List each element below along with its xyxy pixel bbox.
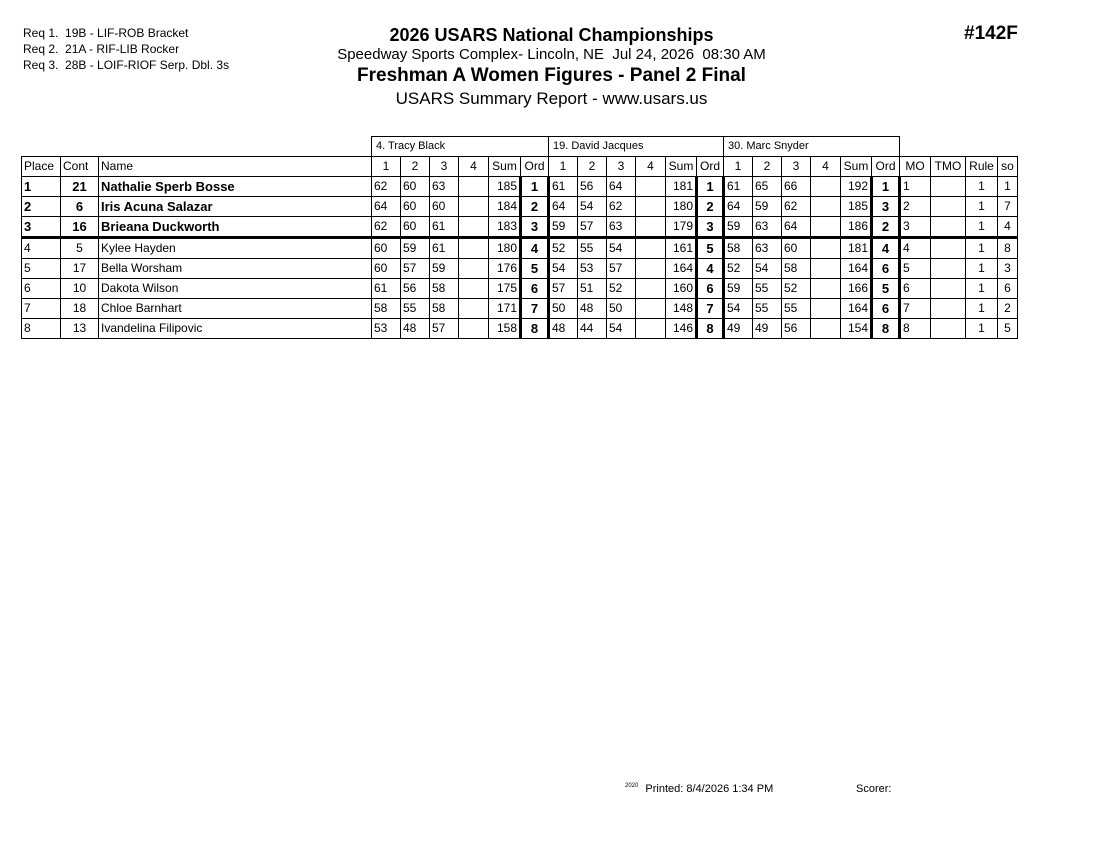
mark-cell: 63 [607, 217, 636, 238]
mark-cell [636, 197, 666, 217]
mark-cell: 59 [549, 217, 578, 238]
sum-cell: 154 [841, 319, 872, 339]
header-mark-2: 2 [401, 157, 430, 177]
mark-cell: 55 [753, 299, 782, 319]
mo-cell: 6 [900, 279, 931, 299]
contestant-number-cell: 21 [61, 177, 99, 197]
mark-cell [459, 177, 489, 197]
tmo-cell [931, 238, 966, 259]
sum-cell: 185 [489, 177, 521, 197]
mo-cell: 3 [900, 217, 931, 238]
header-mo: MO [900, 157, 931, 177]
sum-cell: 158 [489, 319, 521, 339]
mark-cell: 59 [430, 259, 459, 279]
mark-cell: 54 [578, 197, 607, 217]
table-row [22, 299, 1018, 319]
mark-cell: 60 [372, 238, 401, 259]
header-cont: Cont [61, 157, 99, 177]
mo-cell: 4 [900, 238, 931, 259]
mark-cell: 57 [549, 279, 578, 299]
contestant-number-cell: 16 [61, 217, 99, 238]
skater-name-cell: Dakota Wilson [99, 279, 372, 299]
ordinal-cell: 2 [872, 217, 900, 238]
mark-cell: 52 [607, 279, 636, 299]
sum-cell: 171 [489, 299, 521, 319]
mark-cell: 54 [607, 319, 636, 339]
mark-cell [811, 238, 841, 259]
mark-cell: 60 [401, 197, 430, 217]
mark-cell [636, 279, 666, 299]
mark-cell [811, 259, 841, 279]
mark-cell: 61 [549, 177, 578, 197]
sum-cell: 184 [489, 197, 521, 217]
skater-name-cell: Bella Worsham [99, 259, 372, 279]
table-row [22, 319, 1018, 339]
mo-cell: 2 [900, 197, 931, 217]
mark-cell: 59 [724, 279, 753, 299]
table-row [22, 197, 1018, 217]
skater-name-cell: Chloe Barnhart [99, 299, 372, 319]
skater-name-cell: Nathalie Sperb Bosse [99, 177, 372, 197]
sum-cell: 164 [841, 299, 872, 319]
contestant-number-cell: 18 [61, 299, 99, 319]
ordinal-cell: 7 [521, 299, 549, 319]
ordinal-cell: 2 [697, 197, 724, 217]
event-number: #142F [964, 23, 1018, 44]
place-cell: 4 [22, 238, 61, 259]
mark-cell: 59 [724, 217, 753, 238]
requirement-2: Req 2. 21A - RIF-LIB Rocker [23, 42, 180, 56]
mark-cell [811, 279, 841, 299]
header-so: so [998, 157, 1018, 177]
header-ord: Ord [697, 157, 724, 177]
ordinal-cell: 8 [872, 319, 900, 339]
mark-cell: 48 [401, 319, 430, 339]
header-sum: Sum [841, 157, 872, 177]
mark-cell [811, 319, 841, 339]
mark-cell [636, 238, 666, 259]
report-title-block [0, 24, 1100, 110]
mark-cell [459, 217, 489, 238]
mark-cell: 54 [753, 259, 782, 279]
contestant-number-cell: 5 [61, 238, 99, 259]
sum-cell: 146 [666, 319, 697, 339]
sum-cell: 186 [841, 217, 872, 238]
place-cell: 1 [22, 177, 61, 197]
mark-cell: 61 [724, 177, 753, 197]
ordinal-cell: 5 [697, 238, 724, 259]
mo-cell: 8 [900, 319, 931, 339]
mark-cell: 64 [372, 197, 401, 217]
report-code: 2020 [625, 783, 639, 789]
header-ord: Ord [521, 157, 549, 177]
ordinal-cell: 5 [521, 259, 549, 279]
ordinal-cell: 1 [521, 177, 549, 197]
mark-cell: 53 [578, 259, 607, 279]
judge-2-header: 19. David Jacques [549, 137, 724, 157]
printed-timestamp: Printed: 8/4/2026 1:34 PM [645, 783, 774, 795]
table-row [22, 238, 1018, 259]
ordinal-cell: 4 [521, 238, 549, 259]
event-name: Freshman A Women Figures - Panel 2 Final [357, 65, 746, 86]
mark-cell [636, 319, 666, 339]
judge-header-row [22, 137, 1018, 157]
place-cell: 7 [22, 299, 61, 319]
mark-cell: 63 [430, 177, 459, 197]
header-mark-1: 1 [724, 157, 753, 177]
tmo-cell [931, 217, 966, 238]
mark-cell: 62 [372, 217, 401, 238]
tmo-cell [931, 299, 966, 319]
so-cell: 3 [998, 259, 1018, 279]
sum-cell: 180 [489, 238, 521, 259]
mark-cell: 52 [549, 238, 578, 259]
mo-cell: 5 [900, 259, 931, 279]
judge-3-header: 30. Marc Snyder [724, 137, 900, 157]
ordinal-cell: 3 [697, 217, 724, 238]
place-cell: 8 [22, 319, 61, 339]
mark-cell: 66 [782, 177, 811, 197]
ordinal-cell: 2 [521, 197, 549, 217]
tmo-cell [931, 319, 966, 339]
header-name: Name [99, 157, 372, 177]
mark-cell: 64 [724, 197, 753, 217]
ordinal-cell: 8 [697, 319, 724, 339]
header-mark-2: 2 [753, 157, 782, 177]
place-cell: 2 [22, 197, 61, 217]
contestant-number-cell: 17 [61, 259, 99, 279]
header-mark-3: 3 [782, 157, 811, 177]
so-cell: 7 [998, 197, 1018, 217]
sum-cell: 175 [489, 279, 521, 299]
sum-cell: 161 [666, 238, 697, 259]
tmo-cell [931, 279, 966, 299]
place-cell: 3 [22, 217, 61, 238]
ordinal-cell: 3 [872, 197, 900, 217]
header-mark-1: 1 [372, 157, 401, 177]
mark-cell [459, 319, 489, 339]
so-cell: 2 [998, 299, 1018, 319]
place-cell: 6 [22, 279, 61, 299]
sum-cell: 166 [841, 279, 872, 299]
skater-name-cell: Ivandelina Filipovic [99, 319, 372, 339]
mark-cell: 44 [578, 319, 607, 339]
mark-cell [459, 259, 489, 279]
ordinal-cell: 3 [521, 217, 549, 238]
mark-cell [811, 177, 841, 197]
contestant-number-cell: 10 [61, 279, 99, 299]
mark-cell: 58 [372, 299, 401, 319]
mark-cell: 62 [782, 197, 811, 217]
rule-cell: 1 [966, 197, 998, 217]
header-mark-4: 4 [811, 157, 841, 177]
mark-cell: 61 [430, 217, 459, 238]
ordinal-cell: 4 [872, 238, 900, 259]
mark-cell: 55 [401, 299, 430, 319]
mark-cell: 59 [401, 238, 430, 259]
sum-cell: 176 [489, 259, 521, 279]
sum-cell: 160 [666, 279, 697, 299]
report-subtitle: USARS Summary Report - www.usars.us [395, 89, 708, 108]
mark-cell: 63 [753, 217, 782, 238]
ordinal-cell: 1 [872, 177, 900, 197]
header-sum: Sum [489, 157, 521, 177]
header-rule: Rule [966, 157, 998, 177]
mark-cell [811, 217, 841, 238]
mark-cell: 53 [372, 319, 401, 339]
table-row [22, 217, 1018, 238]
sum-cell: 180 [666, 197, 697, 217]
print-info [625, 783, 773, 795]
rule-cell: 1 [966, 299, 998, 319]
tmo-cell [931, 259, 966, 279]
mark-cell: 61 [372, 279, 401, 299]
mark-cell: 61 [430, 238, 459, 259]
mark-cell: 65 [753, 177, 782, 197]
mark-cell: 64 [549, 197, 578, 217]
sum-cell: 164 [841, 259, 872, 279]
mark-cell [636, 299, 666, 319]
rule-cell: 1 [966, 259, 998, 279]
mark-cell: 54 [724, 299, 753, 319]
mark-cell: 60 [430, 197, 459, 217]
mark-cell: 51 [578, 279, 607, 299]
so-cell: 8 [998, 238, 1018, 259]
table-row [22, 259, 1018, 279]
header-sum: Sum [666, 157, 697, 177]
mark-cell [636, 217, 666, 238]
ordinal-cell: 6 [872, 299, 900, 319]
mark-cell: 54 [549, 259, 578, 279]
mark-cell: 52 [782, 279, 811, 299]
so-cell: 1 [998, 177, 1018, 197]
skater-name-cell: Iris Acuna Salazar [99, 197, 372, 217]
mark-cell: 62 [607, 197, 636, 217]
mark-cell: 60 [782, 238, 811, 259]
mark-cell: 60 [372, 259, 401, 279]
ordinal-cell: 8 [521, 319, 549, 339]
rule-cell: 1 [966, 319, 998, 339]
tmo-cell [931, 197, 966, 217]
header-mark-3: 3 [607, 157, 636, 177]
mark-cell: 56 [782, 319, 811, 339]
mark-cell: 57 [430, 319, 459, 339]
header-mark-4: 4 [636, 157, 666, 177]
sum-cell: 148 [666, 299, 697, 319]
header-mark-3: 3 [430, 157, 459, 177]
mark-cell: 55 [753, 279, 782, 299]
so-cell: 4 [998, 217, 1018, 238]
mark-cell: 57 [607, 259, 636, 279]
mark-cell: 55 [782, 299, 811, 319]
requirement-3: Req 3. 28B - LOIF-RIOF Serp. Dbl. 3s [23, 58, 230, 72]
sum-cell: 181 [841, 238, 872, 259]
mark-cell: 49 [724, 319, 753, 339]
skater-name-cell: Brieana Duckworth [99, 217, 372, 238]
mark-cell: 52 [724, 259, 753, 279]
ordinal-cell: 7 [697, 299, 724, 319]
mark-cell [459, 197, 489, 217]
ordinal-cell: 6 [521, 279, 549, 299]
place-cell: 5 [22, 259, 61, 279]
mark-cell [811, 299, 841, 319]
mo-cell: 7 [900, 299, 931, 319]
so-cell: 5 [998, 319, 1018, 339]
championship-title: 2026 USARS National Championships [389, 25, 714, 45]
venue-line: Speedway Sports Complex- Lincoln, NE Jul 24, 2026 08:30 AM [337, 46, 766, 63]
table-row [22, 279, 1018, 299]
ordinal-cell: 6 [697, 279, 724, 299]
mark-cell: 50 [607, 299, 636, 319]
header-mark-2: 2 [578, 157, 607, 177]
sum-cell: 181 [666, 177, 697, 197]
mark-cell: 58 [782, 259, 811, 279]
mark-cell [636, 259, 666, 279]
results-table [21, 136, 1018, 339]
sum-cell: 179 [666, 217, 697, 238]
rule-cell: 1 [966, 238, 998, 259]
mark-cell: 57 [401, 259, 430, 279]
mark-cell: 49 [753, 319, 782, 339]
sum-cell: 185 [841, 197, 872, 217]
tmo-cell [931, 177, 966, 197]
mark-cell: 55 [578, 238, 607, 259]
header-mark-1: 1 [549, 157, 578, 177]
mark-cell [636, 177, 666, 197]
ordinal-cell: 1 [697, 177, 724, 197]
mark-cell: 58 [430, 299, 459, 319]
mark-cell [459, 299, 489, 319]
ordinal-cell: 5 [872, 279, 900, 299]
mark-cell: 63 [753, 238, 782, 259]
mark-cell: 54 [607, 238, 636, 259]
mo-cell: 1 [900, 177, 931, 197]
mark-cell: 57 [578, 217, 607, 238]
header-place: Place [22, 157, 61, 177]
rule-cell: 1 [966, 279, 998, 299]
sum-cell: 183 [489, 217, 521, 238]
scorer-label: Scorer: [856, 783, 892, 795]
column-header-row [22, 157, 1018, 177]
rule-cell: 1 [966, 217, 998, 238]
mark-cell [459, 238, 489, 259]
mark-cell: 56 [401, 279, 430, 299]
header-ord: Ord [872, 157, 900, 177]
requirement-1: Req 1. 19B - LIF-ROB Bracket [23, 26, 189, 40]
mark-cell: 64 [782, 217, 811, 238]
ordinal-cell: 6 [872, 259, 900, 279]
mark-cell: 62 [372, 177, 401, 197]
sum-cell: 164 [666, 259, 697, 279]
table-row [22, 177, 1018, 197]
header-mark-4: 4 [459, 157, 489, 177]
header-tmo: TMO [931, 157, 966, 177]
mark-cell: 48 [549, 319, 578, 339]
mark-cell: 64 [607, 177, 636, 197]
mark-cell: 60 [401, 177, 430, 197]
so-cell: 6 [998, 279, 1018, 299]
mark-cell: 58 [430, 279, 459, 299]
judge-1-header: 4. Tracy Black [372, 137, 549, 157]
mark-cell [459, 279, 489, 299]
skater-name-cell: Kylee Hayden [99, 238, 372, 259]
contestant-number-cell: 6 [61, 197, 99, 217]
mark-cell [811, 197, 841, 217]
mark-cell: 60 [401, 217, 430, 238]
mark-cell: 58 [724, 238, 753, 259]
sum-cell: 192 [841, 177, 872, 197]
mark-cell: 59 [753, 197, 782, 217]
mark-cell: 50 [549, 299, 578, 319]
mark-cell: 48 [578, 299, 607, 319]
rule-cell: 1 [966, 177, 998, 197]
contestant-number-cell: 13 [61, 319, 99, 339]
mark-cell: 56 [578, 177, 607, 197]
ordinal-cell: 4 [697, 259, 724, 279]
